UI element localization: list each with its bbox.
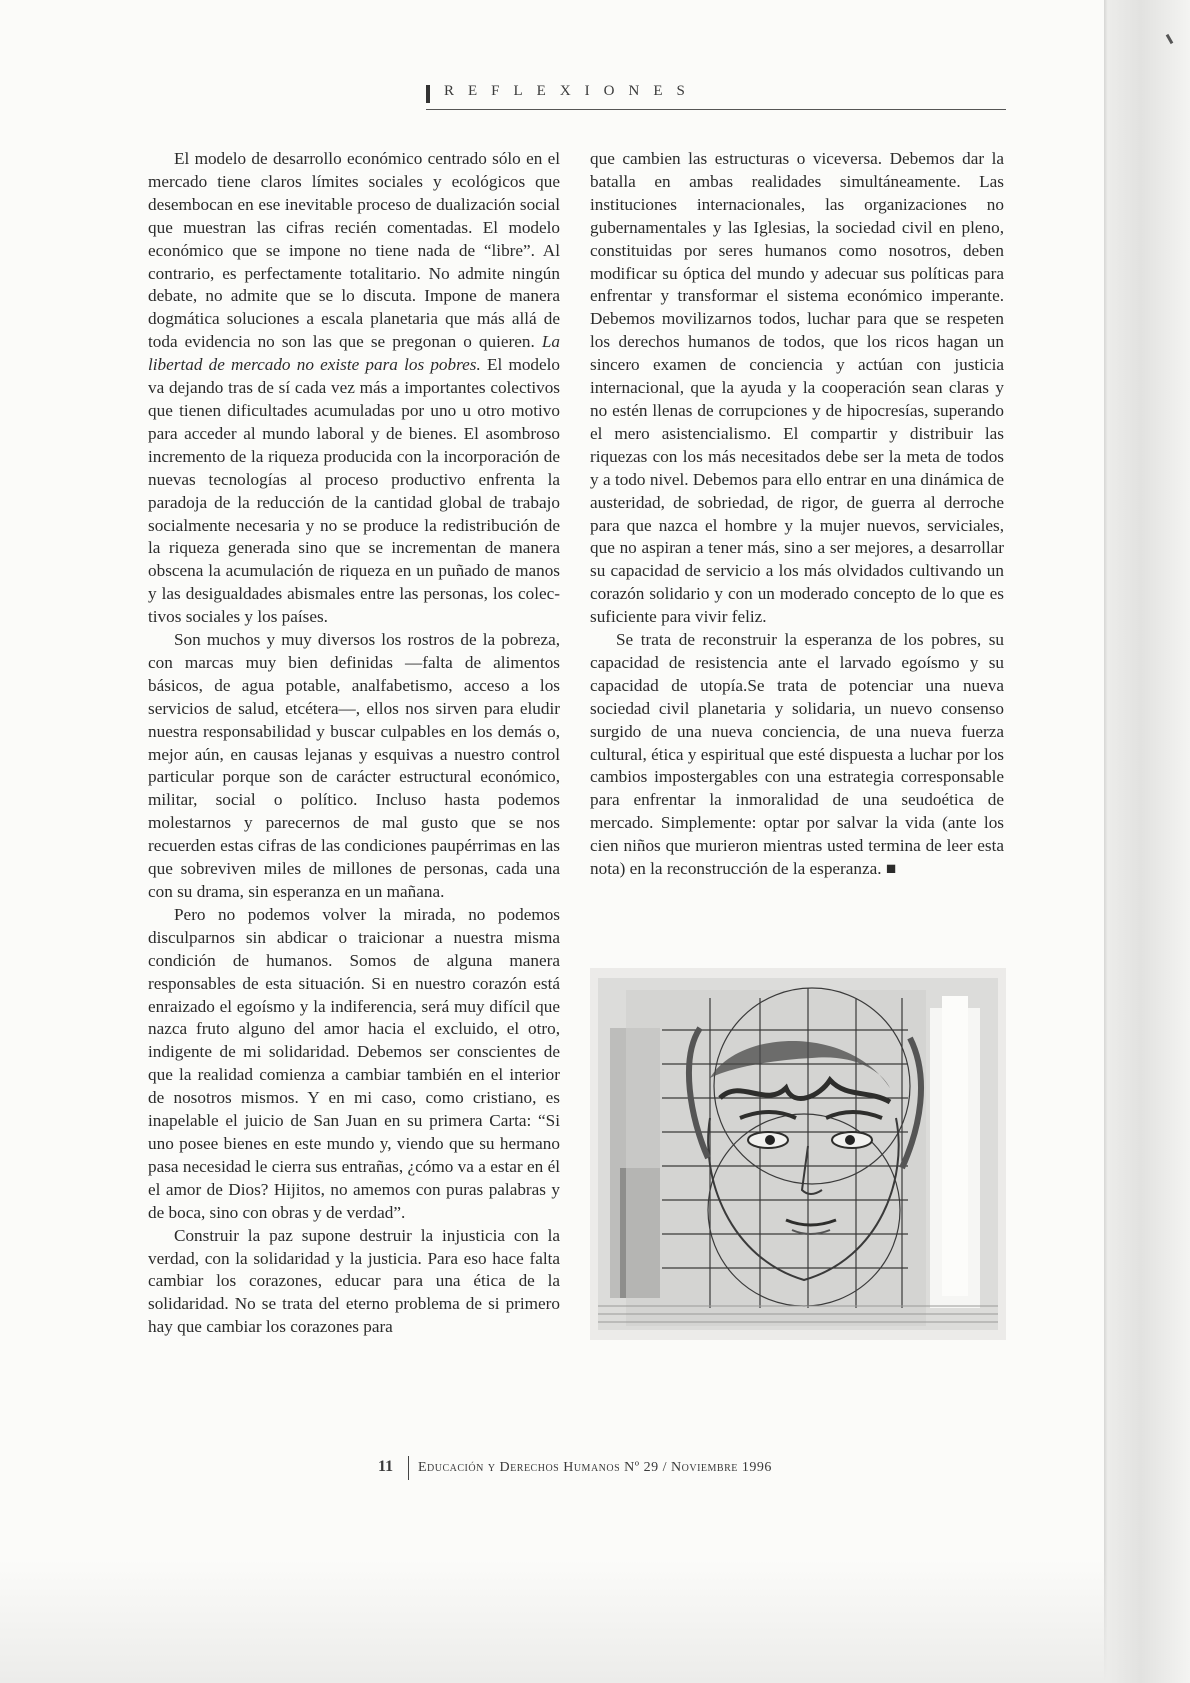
page-number: 11 bbox=[378, 1458, 394, 1475]
header-marker-bar bbox=[426, 85, 430, 103]
face-illustration-svg bbox=[590, 968, 1006, 1340]
proportion-face-drawing-icon bbox=[590, 968, 1006, 1340]
paragraph: Construir la paz supone destruir la injusticia con la verdad, con la solidaridad y la justicia. Para eso hace falta cambiar los corazones, educar para una ética de la solidaridad. No se trata del eterno problema de si primero hay que cambiar los corazones para bbox=[148, 1225, 560, 1337]
header-rule bbox=[426, 109, 1006, 110]
page-bottom-shade bbox=[0, 1560, 1108, 1683]
page-gutter-line bbox=[1104, 0, 1108, 1683]
paragraph-text: El modelo va dejando tras de sí cada vez más a importantes colectivos que tienen dificultades acumuladas por uno u otro motivo para acceder al mundo laboral y de bienes. El asombroso incremento de la riqueza producida con la incorporación de nuevas tecnologías al proceso productivo enfrenta la paradoja de la reducción de la cantidad global de trabajo socialmente necesaria y no se produce la redistribución de la riqueza generada sino que se incrementan de manera obscena la acumulación de riqueza en un puñado de manos y las desigualdades abismales entre las personas, los colectivos sociales y los países. bbox=[148, 355, 561, 627]
section-header bbox=[426, 82, 1006, 106]
paragraph: que cambien las estructuras o viceversa. Debemos dar la batalla en ambas realidades simultáneamente. Las instituciones internacionales, las organizaciones no gubernamentales y las Iglesias, la sociedad civil en pleno, constituidas por seres humanos como nosotros, deben modificar su óptica del mundo y adecuar sus políticas para enfrentar y transformar el sistema económico imperante. Debemos movilizarnos todos, luchar para que se respeten los derechos humanos de todos, que los ricos hagan un sincero examen de conciencia y actúan con justicia internacional, que la ayuda y la cooperación sean claras y no estén llenas de corrupciones y de hipocresías, superando el mero asistencialismo. El compartir y distribuir las riquezas con los más necesitados debe ser la meta de todos y a todo nivel. Debemos para ello entrar en una dinámica de austeridad, de sobriedad, de rigor, de guerra al derroche para que nazca el hombre y la mujer nuevos, serviciales, que no aspiran a tener más, sino a ser mejores, a desarrollar su capacidad de servicio a los más olvidados cultivando un corazón solidario y con un moderado concepto de lo que es suficiente para vivir feliz. bbox=[590, 149, 1004, 627]
footer-divider bbox=[408, 1456, 409, 1480]
italic-phrase: La libertad de mercado no existe para los pobres. bbox=[148, 332, 561, 375]
paragraph: Pero no podemos volver la mirada, no podemos disculparnos sin abdicar o traicionar a nuestra misma condición de humanos. Somos de alguna manera responsables de esta situación. Si en nuestro corazón está enraizado el egoísmo y la indiferencia, será muy difícil que nazca fruto alguno del amor hacia el excluido, el otro, indigente de mi solidaridad. Debemos ser conscientes de que la realidad comienza a cambiar también en el interior de nosotros mismos. Y en mi caso, como cristiano, es inapelable el juicio de San Juan en su primera Carta: “Si uno posee bienes en este mundo y, viendo que su hermano pasa necesidad le cierra sus entrañas, ¿cómo va a estar en él el amor de Dios? Hijitos, no amemos con puras palabras y de boca, sino con obras y de verdad”. bbox=[148, 904, 560, 1222]
paragraph-text: El modelo de desarrollo económico centrado sólo en el mercado tiene claros límites sociales y ecológicos que desembocan en ese inevitable proceso de dualización social que muestran las cifras recién comentadas. El modelo económico que se impone no tiene nada de “libre”. Al contrario, es perfectamente totalitario. No admite ningún debate, no admite que se lo discuta. Impone de manera dogmática soluciones a escala planetaria que más allá de toda evidencia no son las que se pregonan o quieren. bbox=[148, 149, 560, 352]
section-title: REFLEXIONES bbox=[444, 83, 699, 99]
publication-info: Educación y Derechos Humanos Nº 29 / Noviembre 1996 bbox=[418, 1460, 772, 1475]
page-edge-shadow bbox=[1108, 0, 1190, 1683]
right-column bbox=[590, 148, 1004, 881]
paragraph: Se trata de reconstruir la esperanza de los pobres, su capacidad de resistencia ante el larvado egoísmo y su capacidad de utopía.Se trata de potenciar una nueva sociedad civil planetaria y solidaria, un nuevo consenso surgido de una nueva conciencia, de una nueva fuerza cultural, ética y espiritual que esté dispuesta a luchar por los cambios impostergables con una estrategia corresponsable para enfrentar la inmoralidad de una seudoética de mercado. Simplemente: optar por salvar la vida (ante los cien niños que murieron mientras usted termina de leer esta nota) en la reconstrucción de la esperanza. ■ bbox=[590, 630, 1004, 879]
page-footer bbox=[378, 1456, 898, 1482]
paragraph: Son muchos y muy diversos los rostros de la pobreza, con marcas muy bien definidas —falta de alimentos básicos, de agua potable, analfabetismo, acceso a los servicios de salud, etcétera—, ellos nos sirven para eludir nuestra responsabilidad y buscar culpables en los demás o, mejor aún, en causas lejanas y esquivas a nuestro control particular porque son de carácter estructural económico, militar, social o político. Incluso hasta podemos molestarnos y parecernos de mal gusto que se nos recuerden estas cifras de las condiciones paupérrimas en las que sobreviven miles de millones de personas, cada una con su drama, sin esperanza en un mañana. bbox=[148, 630, 560, 901]
paragraph bbox=[148, 148, 560, 629]
left-column bbox=[148, 148, 560, 1339]
